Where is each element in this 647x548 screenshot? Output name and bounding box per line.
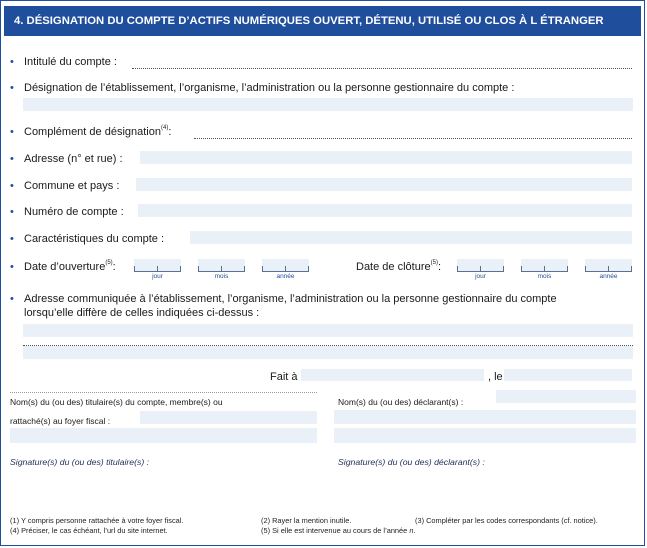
bullet-icon: • [10,180,14,192]
date-ouverture-annee[interactable] [262,259,309,272]
bullet-icon: • [10,261,14,273]
label-le: , le [488,371,503,383]
label-signature-titulaires: Signature(s) du (ou des) titulaire(s) : [10,457,150,467]
date-signature-input[interactable] [504,369,632,381]
declarants-input-1[interactable] [496,390,636,403]
declarants-input-2[interactable] [334,410,636,424]
date-cloture-jour[interactable] [457,259,504,272]
label-fait-a: Fait à [270,371,298,383]
label-titulaires-l2: rattaché(s) au foyer fiscal : [10,416,111,426]
footnote-3: (3) Compléter par les codes correspondants (cf. notice). [415,516,598,525]
label-adresse: • Adresse (n° et rue) : [10,153,123,165]
label-caracteristiques: • Caractéristiques du compte : [10,233,165,245]
date-label-mois: mois [214,273,229,280]
bullet-icon: • [10,293,14,305]
label-declarants: Nom(s) du (ou des) déclarant(s) : [338,397,464,407]
designation-input[interactable] [23,98,633,111]
fait-a-input[interactable] [301,369,484,381]
label-numero: • Numéro de compte : [10,206,124,218]
label-titulaires-l1: Nom(s) du (ou des) titulaire(s) du compte, membre(s) ou [10,397,223,407]
date-ouverture-jour[interactable] [134,259,181,272]
date-cloture-annee[interactable] [585,259,632,272]
bullet-icon: • [10,206,14,218]
bullet-icon: • [10,82,14,94]
commune-input[interactable] [136,178,632,191]
label-adresse-communiquee: • Adresse communiquée à l’établissement, l’organisme, l’administration ou la personne gestionnaire du compte [10,293,557,305]
titulaires-divider [10,391,317,393]
numero-input[interactable] [138,204,632,217]
intitule-input[interactable] [132,67,632,69]
label-intitule: • Intitulé du compte : [10,56,117,68]
bullet-icon: • [10,233,14,245]
caracteristiques-input[interactable] [190,231,632,244]
bullet-icon: • [10,153,14,165]
label-designation: • Désignation de l’établissement, l’organisme, l’administration ou la personne gestionnaire du compte : [10,82,515,94]
footnote-4: (4) Préciser, le cas échéant, l’url du site internet. [10,526,168,535]
label-commune: • Commune et pays : [10,180,120,192]
label-date-ouverture: • Date d’ouverture$^{(5)}$: [10,260,116,273]
footnote-1: (1) Y compris personne rattachée à votre foyer fiscal. [10,516,184,525]
footnote-5: (5) Si elle est intervenue au cours de l’année n. [261,526,416,535]
adresse-input[interactable] [140,151,632,164]
date-label-annee: année [276,273,295,280]
date-ouverture-mois[interactable] [198,259,245,272]
titulaires-input-2[interactable] [10,428,317,443]
date-label-jour: jour [152,273,163,280]
section-title: 4. DÉSIGNATION DU COMPTE D’ACTIFS NUMÉRIQUES OUVERT, DÉTENU, UTILISÉ OU CLOS À L ÉTRANGER [4,6,641,36]
adresse-communiquee-line-1[interactable] [23,324,633,337]
label-complement: • Complément de désignation$^{(4)}$: [10,125,172,138]
footnote-2: (2) Rayer la mention inutile. [261,516,352,525]
adresse-communiquee-line-2[interactable] [23,346,633,359]
date-label-mois: mois [537,273,552,280]
label-signature-declarants: Signature(s) du (ou des) déclarant(s) : [338,457,485,467]
bullet-icon: • [10,56,14,68]
bullet-icon: • [10,126,14,138]
label-date-cloture: Date de clôture$^{(5)}$: [356,260,442,273]
declarants-input-3[interactable] [334,428,636,443]
date-label-annee: année [599,273,618,280]
date-label-jour: jour [475,273,486,280]
label-adresse-communiquee-suite: lorsqu’elle diffère de celles indiquées ci-dessus : [24,307,260,319]
titulaires-input-1[interactable] [140,411,317,424]
date-cloture-mois[interactable] [521,259,568,272]
complement-input[interactable] [194,137,632,139]
